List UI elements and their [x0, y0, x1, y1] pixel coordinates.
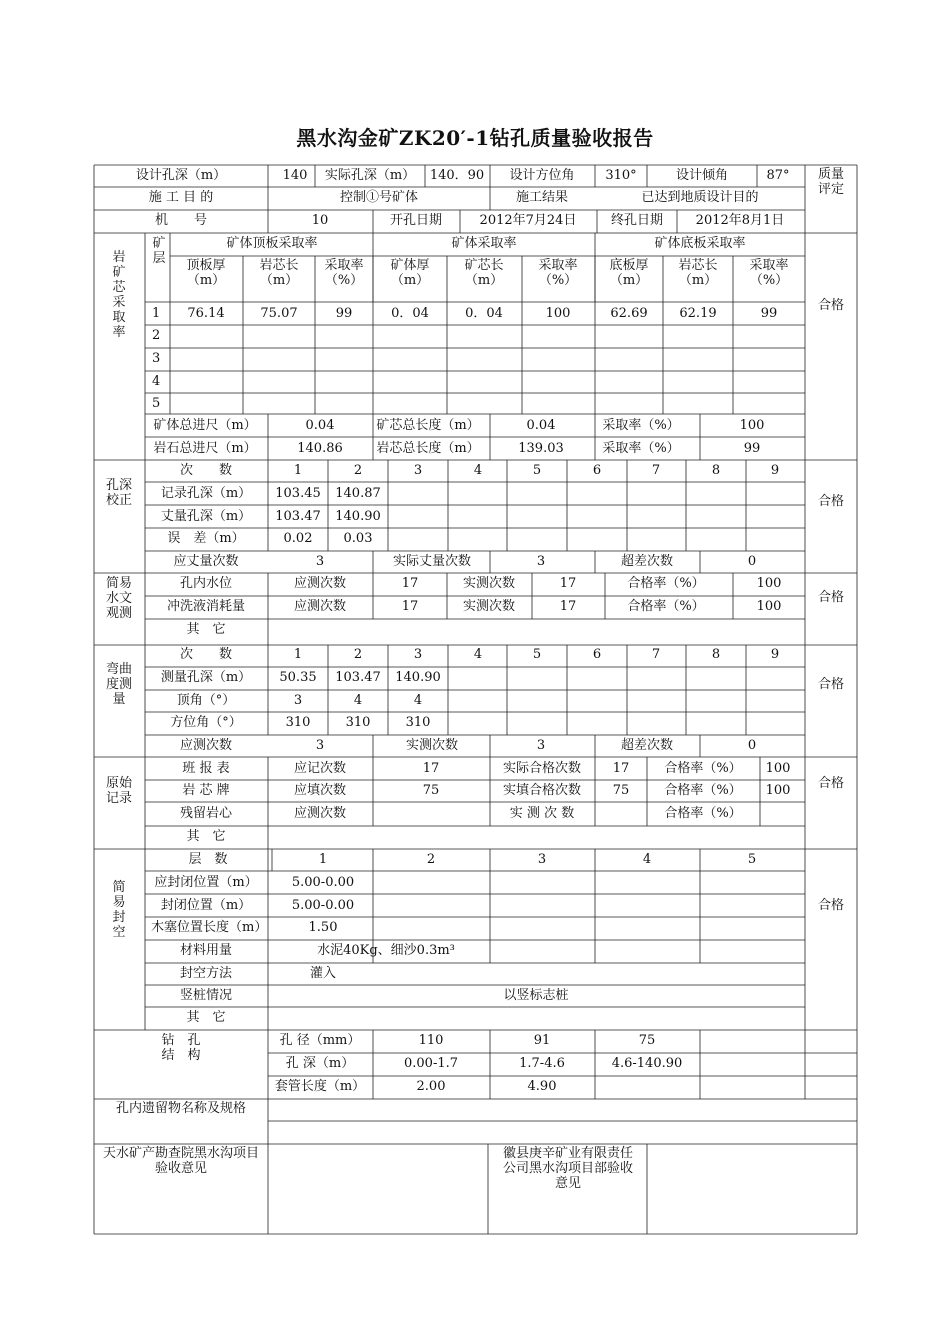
- record-depth-value: 103.45: [275, 486, 321, 501]
- flush-rate-label: 合格率（%）: [627, 599, 705, 614]
- core-subheader: 岩芯长（m）: [678, 258, 718, 288]
- zenith-label: 顶角（°）: [176, 693, 236, 708]
- bend-grade: 合格: [817, 677, 845, 692]
- pile-label: 竖桩情况: [179, 988, 233, 1003]
- floor-group-label: 矿体底板采取率: [654, 236, 746, 251]
- design-dip-value: 87°: [766, 168, 790, 183]
- design-dip-label: 设计倾角: [675, 168, 729, 183]
- depth-check-label: 孔深校正: [105, 478, 132, 508]
- rock-rate-value: 99: [743, 441, 761, 456]
- rock-core-label: 岩芯总长度（m）: [376, 441, 480, 456]
- core-row-value: 62.19: [679, 306, 717, 321]
- actual-measure-value: 3: [536, 554, 546, 569]
- rig-value: 10: [311, 213, 329, 228]
- bend-times-number: 8: [711, 647, 721, 662]
- bend-should-label: 应测次数: [179, 738, 233, 753]
- seal-method-value: 灌入: [309, 966, 337, 981]
- design-azimuth-value: 310°: [605, 168, 637, 183]
- structure-depth-value: 4.6-140.90: [611, 1056, 683, 1071]
- core-row-number: 4: [152, 374, 161, 389]
- actual-depth-label: 实际孔深（m）: [324, 168, 416, 183]
- bend-depth-value: 50.35: [279, 670, 317, 685]
- layer-label: 矿层: [152, 236, 166, 266]
- depth-times-number: 1: [293, 463, 303, 478]
- error-value: 0.02: [283, 531, 313, 546]
- bend-section-label: 弯曲度测量: [105, 662, 132, 707]
- bend-azimuth-label: 方位角（°）: [170, 715, 242, 730]
- depth-times-number: 7: [651, 463, 661, 478]
- shift-rate-label: 合格率（%）: [664, 761, 742, 776]
- core-subheader: 底板厚（m）: [609, 258, 649, 288]
- bend-times-number: 4: [473, 647, 483, 662]
- water-did-value: 17: [559, 576, 577, 591]
- core-subheader: 采取率（%）: [538, 258, 578, 288]
- core-subheader: 矿芯长（m）: [464, 258, 504, 288]
- purpose-label: 施 工 目 的: [148, 190, 214, 205]
- roof-group-label: 矿体顶板采取率: [226, 236, 318, 251]
- records-grade: 合格: [817, 776, 845, 791]
- bend-times-number: 7: [651, 647, 661, 662]
- core-row-number: 5: [152, 396, 161, 411]
- design-depth-value: 140: [282, 168, 308, 183]
- hydro-section-label: 简易水文观测: [105, 576, 132, 621]
- rock-rate-label: 采取率（%）: [602, 441, 680, 456]
- bend-over-value: 0: [747, 738, 757, 753]
- bend-times-label: 次 数: [179, 647, 233, 662]
- seal-layer-number: 2: [426, 852, 436, 867]
- pile-value: 以竖标志桩: [503, 988, 569, 1003]
- seal-section-label: 简易封空: [112, 880, 126, 940]
- residual-should-label: 应测次数: [293, 806, 347, 821]
- over-limit-label: 超差次数: [620, 554, 674, 569]
- ore-rate-label: 采取率（%）: [602, 418, 680, 433]
- opinion-a-label: 天水矿产勘查院黑水沟项目验收意见: [102, 1146, 259, 1176]
- purpose-value: 控制①号矿体: [339, 190, 419, 205]
- core-row-number: 2: [152, 328, 161, 343]
- water-rate-label: 合格率（%）: [627, 576, 705, 591]
- bend-did-label: 实测次数: [405, 738, 459, 753]
- shift-ok-value: 17: [612, 761, 630, 776]
- depth-check-grade: 合格: [817, 494, 845, 509]
- seal-layer-number: 5: [747, 852, 757, 867]
- depth-times-number: 6: [592, 463, 602, 478]
- core-row-number: 3: [152, 351, 161, 366]
- result-label: 施工结果: [515, 190, 569, 205]
- bend-times-number: 3: [413, 647, 423, 662]
- depth-times-number: 4: [473, 463, 483, 478]
- required-measure-label: 应丈量次数: [173, 554, 239, 569]
- measure-depth-label: 丈量孔深（m）: [160, 509, 252, 524]
- flush-should-value: 17: [401, 599, 419, 614]
- depth-times-number: 8: [711, 463, 721, 478]
- core-row-value: 75.07: [260, 306, 298, 321]
- records-other-label: 其 它: [186, 829, 226, 844]
- seal-method-label: 封空方法: [179, 966, 233, 981]
- page-title: 黑水沟金矿ZK20′-1钻孔质量验收报告: [296, 126, 654, 150]
- core-subheader: 岩芯长（m）: [259, 258, 299, 288]
- flush-should-label: 应测次数: [293, 599, 347, 614]
- ore-rate-value: 100: [739, 418, 765, 433]
- core-subheader: 顶板厚（m）: [186, 258, 226, 288]
- flush-did-value: 17: [559, 599, 577, 614]
- shift-should-label: 应记次数: [293, 761, 347, 776]
- zenith-value: 3: [293, 693, 303, 708]
- diameter-value: 91: [533, 1033, 551, 1048]
- actual-depth-value: 140．90: [429, 168, 485, 183]
- quality-label: 质量评定: [817, 167, 844, 197]
- rock-total-value: 140.86: [297, 441, 343, 456]
- core-subheader: 采取率（%）: [749, 258, 789, 288]
- diameter-value: 75: [638, 1033, 656, 1048]
- bend-times-number: 2: [353, 647, 363, 662]
- ore-group-label: 矿体采取率: [451, 236, 517, 251]
- seal-pos2-value: 5.00-0.00: [291, 898, 355, 913]
- casing-label: 套管长度（m）: [274, 1079, 366, 1094]
- bend-times-number: 1: [293, 647, 303, 662]
- ore-total-value: 0.04: [305, 418, 335, 433]
- shift-should-value: 17: [422, 761, 440, 776]
- ore-core-value: 0.04: [526, 418, 556, 433]
- structure-depth-value: 1.7-4.6: [519, 1056, 565, 1071]
- core-section-label: 岩矿芯采取率: [112, 250, 126, 340]
- water-did-label: 实测次数: [462, 576, 516, 591]
- plug-value: 1.50: [308, 920, 338, 935]
- residual-core-label: 残留岩心: [179, 806, 233, 821]
- structure-depth-value: 0.00-1.7: [403, 1056, 459, 1071]
- end-date-value: 2012年8月1日: [695, 213, 785, 228]
- water-should-label: 应测次数: [293, 576, 347, 591]
- bend-times-number: 6: [592, 647, 602, 662]
- rock-core-value: 139.03: [518, 441, 564, 456]
- record-depth-value: 140.87: [335, 486, 381, 501]
- core-row-value: 99: [335, 306, 353, 321]
- core-subheader: 采取率（%）: [324, 258, 364, 288]
- casing-value: 2.00: [416, 1079, 446, 1094]
- core-row-value: 0．04: [465, 306, 503, 321]
- opinion-b-label: 徽县庚辛矿业有限责任公司黑水沟项目部验收意见: [502, 1146, 633, 1191]
- hydro-other-label: 其 它: [186, 622, 226, 637]
- tag-rate-label: 合格率（%）: [664, 783, 742, 798]
- bend-azimuth-value: 310: [285, 715, 311, 730]
- flush-did-label: 实测次数: [462, 599, 516, 614]
- remains-label: 孔内遗留物名称及规格: [115, 1101, 247, 1116]
- required-measure-value: 3: [315, 554, 325, 569]
- structure-depth-label: 孔 深（m）: [285, 1056, 355, 1071]
- record-depth-label: 记录孔深（m）: [160, 486, 252, 501]
- bend-azimuth-value: 310: [405, 715, 431, 730]
- result-value: 已达到地质设计目的: [641, 190, 759, 205]
- core-row-value: 76.14: [187, 306, 225, 321]
- seal-layer-number: 1: [318, 852, 328, 867]
- tag-ok-value: 75: [612, 783, 630, 798]
- shift-ok-label: 实际合格次数: [502, 761, 582, 776]
- seal-pos2-label: 封闭位置（m）: [160, 898, 252, 913]
- seal-grade: 合格: [817, 898, 845, 913]
- casing-value: 4.90: [527, 1079, 557, 1094]
- material-value: 水泥40Kg、细沙0.3m³: [317, 943, 455, 958]
- over-limit-value: 0: [747, 554, 757, 569]
- core-tag-label: 岩 芯 牌: [182, 783, 230, 798]
- measure-depth-value: 103.47: [275, 509, 321, 524]
- flush-rate-value: 100: [756, 599, 782, 614]
- core-row-number: 1: [152, 306, 161, 321]
- zenith-value: 4: [413, 693, 423, 708]
- bend-times-number: 9: [770, 647, 780, 662]
- residual-rate-label: 合格率（%）: [664, 806, 742, 821]
- diameter-value: 110: [418, 1033, 444, 1048]
- structure-section-label: 钻 孔 结 构: [161, 1033, 214, 1063]
- core-row-value: 62.69: [610, 306, 648, 321]
- core-row-value: 100: [545, 306, 571, 321]
- seal-pos1-value: 5.00-0.00: [291, 875, 355, 890]
- tag-rate-value: 100: [765, 783, 791, 798]
- bend-azimuth-value: 310: [345, 715, 371, 730]
- bend-depth-value: 140.90: [395, 670, 441, 685]
- bend-over-label: 超差次数: [620, 738, 674, 753]
- tag-ok-label: 实填合格次数: [502, 783, 582, 798]
- bend-did-value: 3: [536, 738, 546, 753]
- core-grade: 合格: [817, 298, 845, 313]
- diameter-label: 孔 径（mm）: [279, 1033, 361, 1048]
- depth-times-number: 2: [353, 463, 363, 478]
- error-label: 误 差（m）: [167, 531, 245, 546]
- water-level-label: 孔内水位: [179, 576, 233, 591]
- residual-did-label: 实 测 次 数: [509, 806, 575, 821]
- start-date-label: 开孔日期: [389, 213, 443, 228]
- design-azimuth-label: 设计方位角: [509, 168, 575, 183]
- measure-depth-value: 140.90: [335, 509, 381, 524]
- bend-times-number: 5: [532, 647, 542, 662]
- depth-times-number: 3: [413, 463, 423, 478]
- seal-pos1-label: 应封闭位置（m）: [154, 875, 258, 890]
- start-date-value: 2012年7月24日: [479, 213, 577, 228]
- plug-label: 木塞位置长度（m）: [151, 920, 268, 935]
- seal-layer-number: 4: [642, 852, 652, 867]
- bend-should-value: 3: [315, 738, 325, 753]
- flush-label: 冲洗液消耗量: [166, 599, 246, 614]
- ore-total-label: 矿体总进尺（m）: [153, 418, 257, 433]
- depth-times-number: 5: [532, 463, 542, 478]
- depth-times-number: 9: [770, 463, 780, 478]
- hydro-grade: 合格: [817, 590, 845, 605]
- bend-depth-label: 测量孔深（m）: [160, 670, 252, 685]
- rock-total-label: 岩石总进尺（m）: [153, 441, 257, 456]
- rig-label: 机 号: [154, 213, 208, 228]
- records-section-label: 原始记录: [105, 776, 132, 806]
- core-row-value: 99: [760, 306, 778, 321]
- end-date-label: 终孔日期: [610, 213, 664, 228]
- actual-measure-label: 实际丈量次数: [392, 554, 472, 569]
- zenith-value: 4: [353, 693, 363, 708]
- bend-depth-value: 103.47: [335, 670, 381, 685]
- depth-times-label: 次 数: [179, 463, 233, 478]
- material-label: 材料用量: [179, 943, 233, 958]
- shift-report-label: 班 报 表: [182, 761, 230, 776]
- seal-layer-number: 3: [537, 852, 547, 867]
- core-subheader: 矿体厚（m）: [390, 258, 430, 288]
- tag-should-label: 应填次数: [293, 783, 347, 798]
- seal-layer-label: 层 数: [188, 852, 228, 867]
- tag-should-value: 75: [422, 783, 440, 798]
- seal-other-label: 其 它: [186, 1010, 226, 1025]
- water-rate-value: 100: [756, 576, 782, 591]
- design-depth-label: 设计孔深（m）: [135, 168, 227, 183]
- ore-core-label: 矿芯总长度（m）: [376, 418, 480, 433]
- core-row-value: 0．04: [391, 306, 429, 321]
- error-value: 0.03: [343, 531, 373, 546]
- water-should-value: 17: [401, 576, 419, 591]
- shift-rate-value: 100: [765, 761, 791, 776]
